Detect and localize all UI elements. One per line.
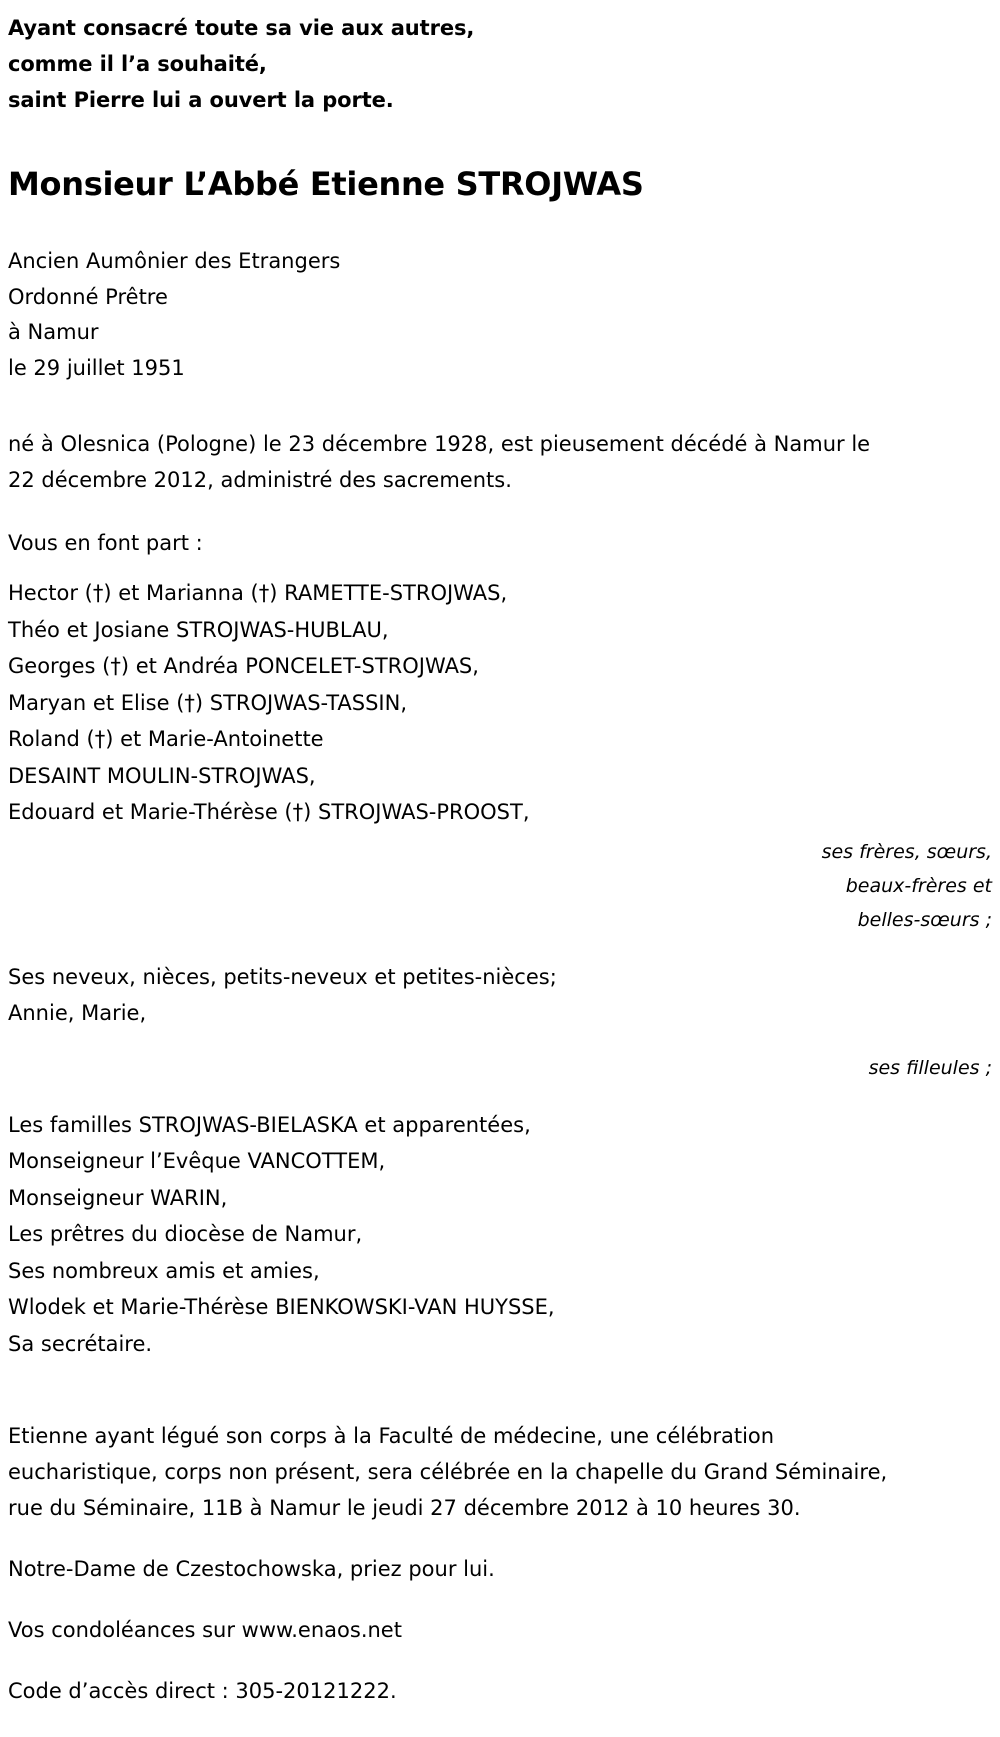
deceased-name: Monsieur L’Abbé Etienne STROJWAS <box>8 165 644 203</box>
deceased-titles <box>8 244 1000 386</box>
list-item: Georges (†) et Andréa PONCELET-STROJWAS, <box>8 654 479 678</box>
goddaughters-role-caption <box>8 1051 1000 1085</box>
siblings-list <box>8 575 1000 831</box>
list-item: Les familles STROJWAS-BIELASKA et apparentées, <box>8 1112 531 1137</box>
announcement-lead: Vous en font part : <box>8 531 203 555</box>
verse-line-3: saint Pierre lui a ouvert la porte. <box>8 88 394 112</box>
title-line-2: Ordonné Prêtre <box>8 284 168 309</box>
title-line-3: à Namur <box>8 320 99 344</box>
caption-line-1: ses filleules ; <box>868 1056 992 1079</box>
nephews-list <box>8 959 1000 1032</box>
other-mourners-list <box>8 1107 1000 1363</box>
access-code-line: Code d’accès direct : 305-20121222. <box>8 1679 397 1703</box>
verse-line-1: Ayant consacré toute sa vie aux autres, <box>8 16 475 40</box>
list-item: Théo et Josiane STROJWAS-HUBLAU, <box>8 617 389 642</box>
verse-line-2: comme il l’a souhaité, <box>8 52 267 76</box>
title-line-4: le 29 juillet 1951 <box>8 355 185 380</box>
list-item: Wlodek et Marie-Thérèse BIENKOWSKI-VAN HUYSSE, <box>8 1295 555 1319</box>
list-item: Monseigneur WARIN, <box>8 1185 228 1210</box>
ceremony-section <box>8 1418 903 1709</box>
list-item: Les prêtres du diocèse de Namur, <box>8 1222 363 1246</box>
opening-verse <box>8 10 1000 118</box>
list-item: Ses neveux, nièces, petits-neveux et petites-nièces; <box>8 964 557 989</box>
list-item: Sa secrétaire. <box>8 1331 153 1356</box>
list-item: Monseigneur l’Evêque VANCOTTEM, <box>8 1149 386 1173</box>
caption-line-3: belles-sœurs ; <box>857 908 992 931</box>
list-item: Edouard et Marie-Thérèse (†) STROJWAS-PROOST, <box>8 800 530 824</box>
list-item: Annie, Marie, <box>8 1001 147 1025</box>
list-item: Ses nombreux amis et amies, <box>8 1258 320 1283</box>
deceased-biography: né à Olesnica (Pologne) le 23 décembre 1928, est pieusement décédé à Namur le 22 décembre 2012, administré des sacrements. <box>8 432 871 492</box>
list-item: Hector (†) et Marianna (†) RAMETTE-STROJWAS, <box>8 581 508 605</box>
ceremony-details: Etienne ayant légué son corps à la Faculté de médecine, une célébration eucharistique, corps non présent, sera célébrée en la chapelle du Grand Séminaire, rue du Séminaire, 11B à Namur le jeudi 27 décembre 2012 à 10 heures 30. <box>8 1424 888 1520</box>
list-item: Maryan et Elise (†) STROJWAS-TASSIN, <box>8 690 407 715</box>
ceremony-prayer: Notre-Dame de Czestochowska, priez pour lui. <box>8 1557 495 1581</box>
title-line-1: Ancien Aumônier des Etrangers <box>8 249 341 273</box>
condolences-line: Vos condoléances sur www.enaos.net <box>8 1618 402 1642</box>
list-item: Roland (†) et Marie-Antoinette <box>8 727 324 751</box>
siblings-role-caption <box>8 835 1000 937</box>
caption-line-2: beaux-frères et <box>845 874 992 897</box>
caption-line-1: ses frères, sœurs, <box>821 840 992 863</box>
list-item: DESAINT MOULIN-STROJWAS, <box>8 763 316 788</box>
